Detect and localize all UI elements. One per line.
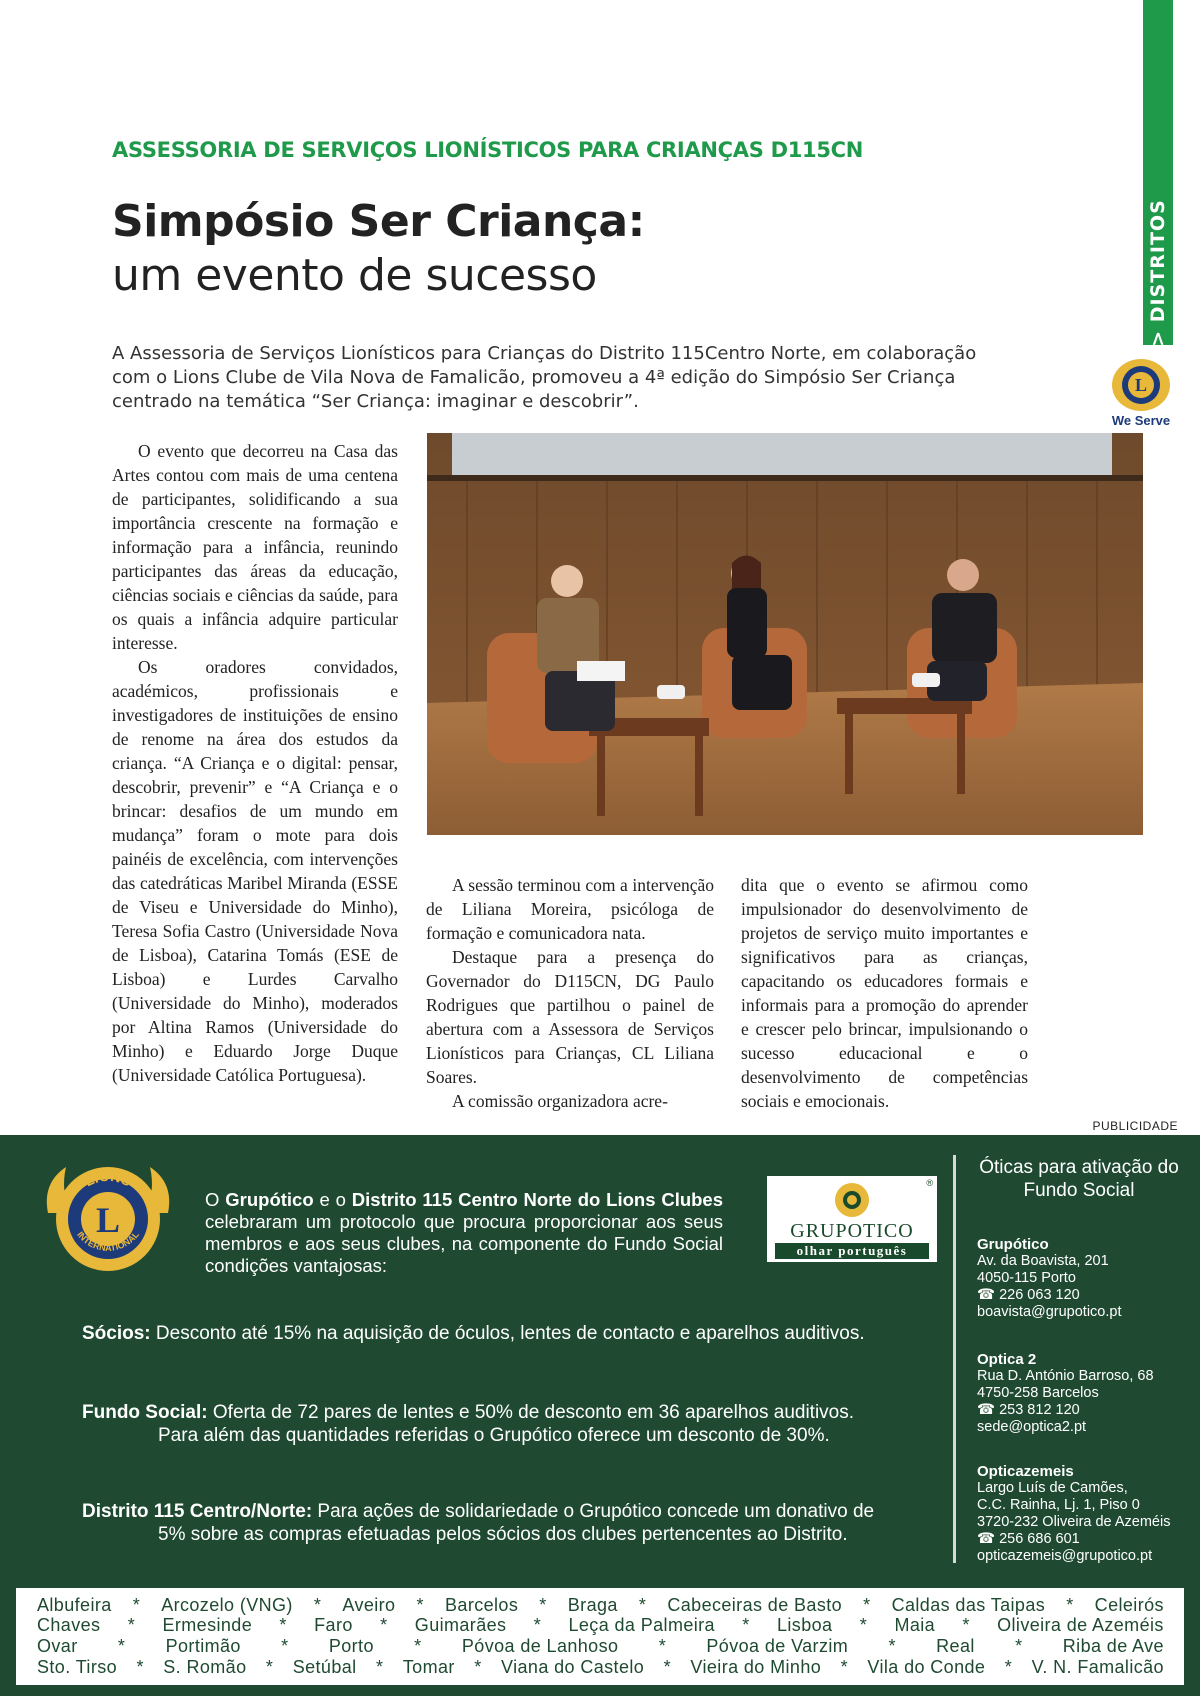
town-name: Lisboa xyxy=(776,1615,833,1635)
separator: * xyxy=(539,1595,547,1615)
separator: * xyxy=(888,1636,896,1656)
town-name: Vieira do Minho xyxy=(690,1657,822,1677)
separator: * xyxy=(279,1615,287,1635)
lions-logo-small xyxy=(1108,358,1174,430)
article-lead: A Assessoria de Serviços Lionísticos para Crianças do Distrito 115Centro Norte, em colaboração com o Lions Clube de Vila Nova de Famalicão, promoveu a 4ª edição do Simpósio Ser Criança centrado na temática “Ser Criança: imaginar e descobrir”. xyxy=(112,343,977,412)
article-column-2 xyxy=(426,873,714,1113)
store-phone: ☎ 226 063 120 xyxy=(977,1287,1080,1303)
separator: * xyxy=(375,1657,384,1677)
paragraph: A comissão organizadora acre- xyxy=(452,1091,668,1111)
separator: * xyxy=(863,1595,871,1615)
separator: * xyxy=(313,1595,322,1615)
town-name: Leça da Palmeira xyxy=(568,1615,715,1635)
separator: * xyxy=(414,1636,422,1656)
svg-text:LIONS: LIONS xyxy=(81,1167,134,1190)
town-name: Caldas das Taipas xyxy=(891,1595,1046,1615)
article-subtitle: um evento de sucesso xyxy=(112,250,597,301)
store-optica2: Optica 2 Rua D. António Barroso, 68 4750-258 Barcelos ☎ 253 812 120 sede@optica2.pt xyxy=(977,1351,1197,1436)
town-name: Póvoa de Varzim xyxy=(706,1636,849,1656)
town-name: V. N. Famalicão xyxy=(1031,1657,1164,1677)
town-name: Viana do Castelo xyxy=(501,1657,645,1677)
town-name: Albufeira xyxy=(37,1595,112,1615)
svg-text:INTERNATIONAL: INTERNATIONAL xyxy=(75,1229,141,1253)
towns-line xyxy=(37,1636,1164,1656)
town-name: Arcozelo (VNG) xyxy=(161,1595,293,1615)
separator: * xyxy=(127,1615,136,1635)
town-name: Porto xyxy=(328,1636,374,1656)
separator: * xyxy=(638,1595,647,1615)
towns-line xyxy=(37,1595,1164,1615)
store-email: sede@optica2.pt xyxy=(977,1419,1087,1435)
town-name: Portimão xyxy=(165,1636,241,1656)
paragraph: Os oradores convidados, académicos, profissionais e investigadores de instituições de ensino de renome na área dos estudos da criança. “A Criança e o digital: pensar, descobrir, prevenir” e “A Criança e o brincar: desafios de um mundo em mudança” foram o mote para dois painéis de excelência, com intervenções das catedráticas Maribel Miranda (ESSE de Viseu e Universidade do Minho), Teresa Sofia Castro (Universidade Nova de Lisboa), Catarina Tomás (ESE de Lisboa) e Lurdes Carvalho (Universidade do Minho), moderados por Altina Ramos (Universidade do Minho) e Eduardo Jorge Duque (Universidade Católica Portuguesa). xyxy=(112,657,398,1085)
store-phone: ☎ 256 686 601 xyxy=(977,1531,1080,1547)
svg-text:L: L xyxy=(95,1200,121,1240)
town-name: Oliveira de Azeméis xyxy=(997,1615,1164,1635)
town-name: Real xyxy=(936,1636,975,1656)
grupotico-wordmark: GRUPOTICO xyxy=(790,1220,914,1242)
town-name: Sto. Tirso xyxy=(37,1657,118,1677)
separator: * xyxy=(859,1615,868,1635)
store-email: boavista@grupotico.pt xyxy=(977,1304,1122,1320)
town-name: Aveiro xyxy=(342,1595,396,1615)
separator: * xyxy=(1004,1657,1013,1677)
lions-tagline: We Serve xyxy=(1111,413,1171,428)
town-name: Tomar xyxy=(402,1657,455,1677)
section-tab-label: > DISTRITOS xyxy=(1147,198,1169,347)
towns-line xyxy=(37,1615,1164,1635)
store-phone: ☎ 253 812 120 xyxy=(977,1402,1080,1418)
stores-heading: Óticas para ativação do Fundo Social xyxy=(979,1157,1179,1201)
towns-list xyxy=(16,1588,1184,1685)
lions-emblem-icon xyxy=(1111,358,1171,412)
paragraph: A sessão terminou com a intervenção de Liliana Moreira, psicóloga de formação e comunicadora nata. xyxy=(426,875,714,943)
town-name: Setúbal xyxy=(292,1657,357,1677)
town-name: Cabeceiras de Basto xyxy=(667,1595,843,1615)
lions-international-emblem-icon xyxy=(40,1153,176,1283)
store-email: opticazemeis@grupotico.pt xyxy=(977,1548,1153,1564)
store-grupotico: Grupótico Av. da Boavista, 201 4050-115 Porto ☎ 226 063 120 boavista@grupotico.pt xyxy=(977,1236,1197,1321)
ad-divider xyxy=(953,1155,956,1563)
town-name: Faro xyxy=(314,1615,353,1635)
registered-mark: ® xyxy=(926,1178,933,1188)
paragraph: dita que o evento se afirmou como impulsionador do desenvolvimento de projetos de serviço muito importantes e significativos para as crianças, capacitando os educadores formais e informais para a promoção do aprender e crescer pelo brincar, impulsionando o sucesso educacional e o desenvolvimento de competências sociais e emocionais. xyxy=(741,875,1028,1111)
separator: * xyxy=(136,1657,144,1677)
paragraph: Destaque para a presença do Governador do D115CN, DG Paulo Rodrigues que partilhou o painel de abertura com a Assessora de Serviços Lionísticos para Crianças, CL Liliana Soares. xyxy=(426,947,714,1087)
separator: * xyxy=(962,1615,970,1635)
benefit-members: Sócios: Desconto até 15% na aquisição de óculos, lentes de contacto e aparelhos auditivos. xyxy=(82,1323,865,1344)
separator: * xyxy=(742,1615,750,1635)
separator: * xyxy=(380,1615,388,1635)
article-kicker: ASSESSORIA DE SERVIÇOS LIONÍSTICOS PARA CRIANÇAS D115CN xyxy=(112,138,864,162)
separator: * xyxy=(265,1657,274,1677)
svg-text:L: L xyxy=(1134,375,1148,395)
separator: * xyxy=(132,1595,141,1615)
town-name: Ovar xyxy=(37,1636,78,1656)
separator: * xyxy=(663,1657,671,1677)
town-name: Vila do Conde xyxy=(867,1657,986,1677)
town-name: Barcelos xyxy=(445,1595,519,1615)
town-name: Maia xyxy=(894,1615,936,1635)
separator: * xyxy=(658,1636,667,1656)
towns-line xyxy=(37,1657,1164,1677)
advertisement-label: PUBLICIDADE xyxy=(1092,1119,1178,1133)
article-column-3 xyxy=(741,873,1028,1113)
town-name: S. Romão xyxy=(163,1657,247,1677)
article-column-1 xyxy=(112,439,398,1087)
town-name: Celeirós xyxy=(1094,1595,1164,1615)
separator: * xyxy=(1015,1636,1023,1656)
separator: * xyxy=(416,1595,424,1615)
town-name: Riba de Ave xyxy=(1062,1636,1164,1656)
separator: * xyxy=(281,1636,289,1656)
ad-intro-text: O Grupótico e o Distrito 115 Centro Norte do Lions Clubes celebraram um protocolo que procura proporcionar aos seus membros e aos seus clubes, na componente do Fundo Social condições vantajosas: xyxy=(205,1189,724,1276)
grupotico-slogan: olhar português xyxy=(775,1243,929,1259)
town-name: Guimarães xyxy=(414,1615,507,1635)
article-title: Simpósio Ser Criança: xyxy=(112,196,645,247)
town-name: Ermesinde xyxy=(162,1615,253,1635)
benefit-social-fund: Fundo Social: Oferta de 72 pares de lentes e 50% de desconto em 36 aparelhos auditivos. Para além das quantidades referidas o Grupótico oferece um desconto de 30%. xyxy=(82,1402,855,1446)
town-name: Braga xyxy=(567,1595,618,1615)
event-photo xyxy=(427,433,1143,835)
benefit-district: Distrito 115 Centro/Norte: Para ações de solidariedade o Grupótico concede um donativo de 5% sobre as compras efetuadas pelos sócios dos clubes pertencentes ao Distrito. xyxy=(82,1501,875,1545)
separator: * xyxy=(117,1636,126,1656)
separator: * xyxy=(840,1657,848,1677)
paragraph: O evento que decorreu na Casa das Artes contou com mais de uma centena de participantes, solidificando a sua importância crescente na formação e informação para a infância, reunindo participantes das áreas da educação, ciências sociais e ciências da saúde, para os quais a infância adquire particular interesse. xyxy=(112,441,398,653)
separator: * xyxy=(1066,1595,1074,1615)
town-name: Chaves xyxy=(37,1615,101,1635)
separator: * xyxy=(474,1657,482,1677)
store-opticazemeis: Opticazemeis Largo Luís de Camões, C.C. Rainha, Lj. 1, Piso 0 3720-232 Oliveira de Azeméis ☎ 256 686 601 opticazemeis@grupotico.pt xyxy=(977,1463,1197,1565)
separator: * xyxy=(533,1615,542,1635)
grupotico-logo xyxy=(767,1176,937,1262)
town-name: Póvoa de Lanhoso xyxy=(461,1636,619,1656)
lions-international-logo xyxy=(40,1153,176,1283)
